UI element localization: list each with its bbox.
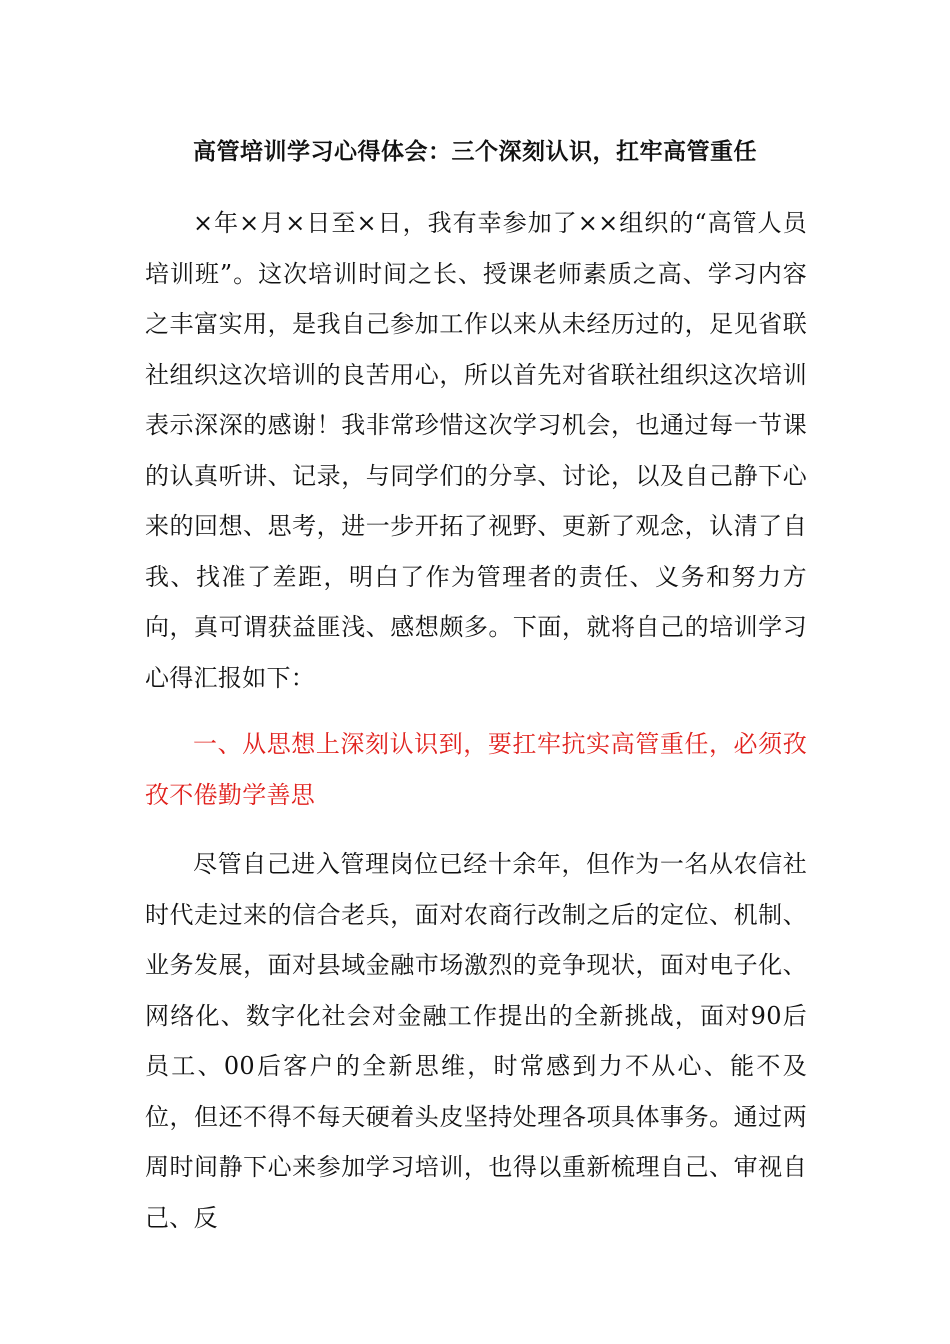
body-paragraph: 尽管自己进入管理岗位已经十余年，但作为一名从农信社时代走过来的信合老兵，面对农商行改制之后的定位、机制、业务发展，面对县域金融市场激烈的竞争现状，面对电子化、网络化、数字化社会对金融工作提出的全新挑战，面对90后员工、00后客户的全新思维，时常感到力不从心、能不及位，但还不得不每天硬着头皮坚持处理各项具体事务。通过两周时间静下心来参加学习培训，也得以重新梳理自己、审视自己、反: [145, 850, 807, 1232]
section-heading: 一、从思想上深刻认识到，要扛牢抗实高管重任，必须孜孜不倦勤学善思: [145, 730, 807, 809]
intro-paragraph: ×年×月×日至×日，我有幸参加了××组织的“高管人员培训班”。这次培训时间之长、授课老师素质之高、学习内容之丰富实用，是我自己参加工作以来从未经历过的，足见省联社组织这次培训的良苦用心，所以首先对省联社组织这次培训表示深深的感谢！我非常珍惜这次学习机会，也通过每一节课的认真听讲、记录，与同学们的分享、讨论，以及自己静下心来的回想、思考，进一步开拓了视野、更新了观念，认清了自我、找准了差距，明白了作为管理者的责任、义务和努力方向，真可谓获益匪浅、感想颇多。下面，就将自己的培训学习心得汇报如下：: [145, 209, 807, 692]
document-title: 高管培训学习心得体会：三个深刻认识，扛牢高管重任: [193, 138, 757, 165]
